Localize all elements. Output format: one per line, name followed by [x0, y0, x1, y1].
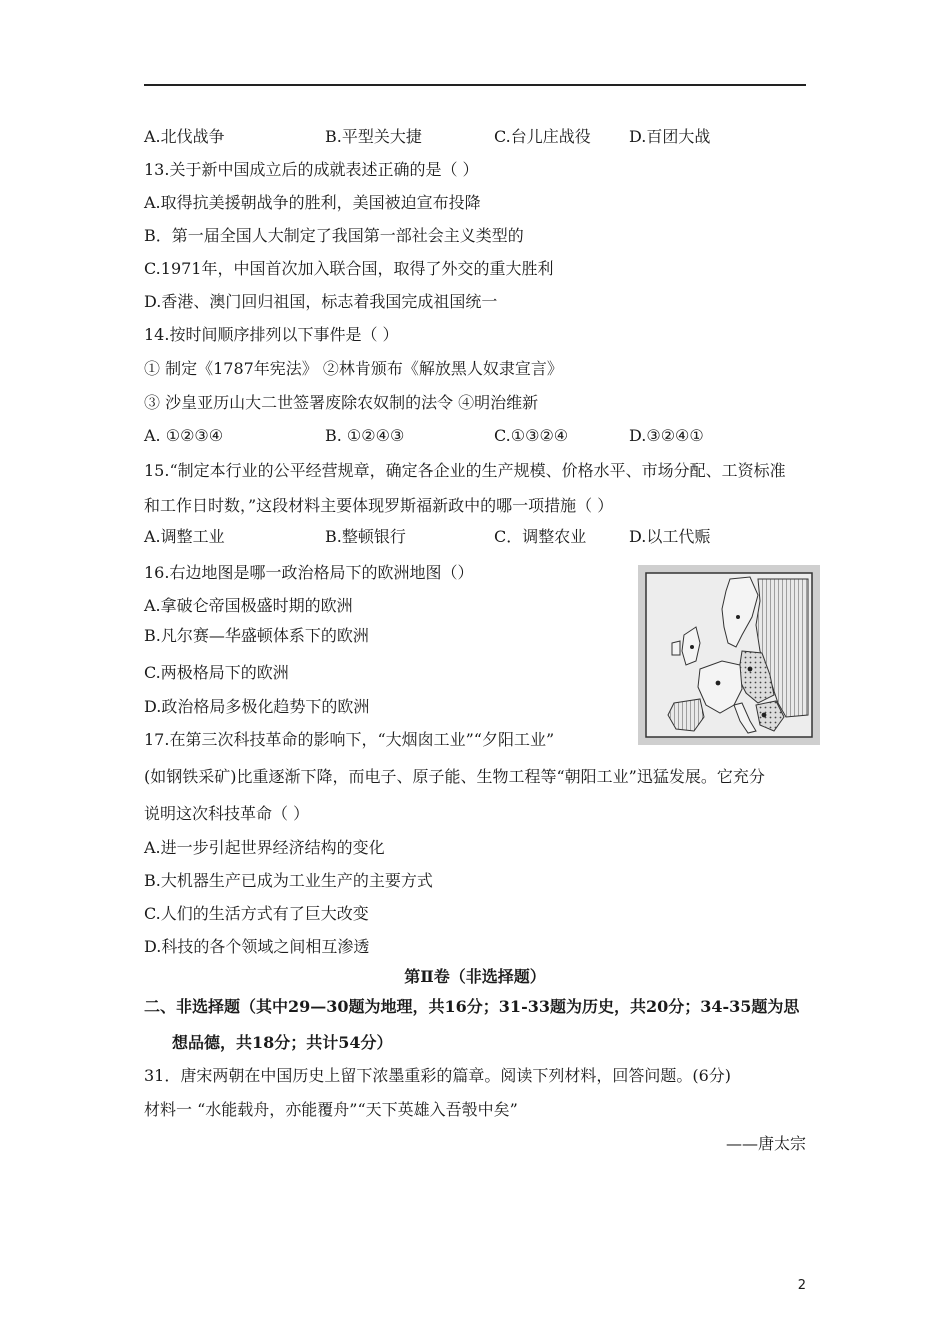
q17-stem-line1: 17.在第三次科技革命的影响下，“大烟囱工业”“夕阳工业”	[144, 730, 555, 749]
q15-stem-line2: 和工作日时数，”这段材料主要体现罗斯福新政中的哪一项措施（ ）	[144, 496, 614, 515]
q15-option-a: A.调整工业	[144, 527, 225, 546]
map-ireland	[672, 641, 680, 655]
europe-map-image	[638, 565, 820, 745]
q13-option-b: B．第一届全国人大制定了我国第一部社会主义类型的	[144, 226, 524, 245]
map-marker	[690, 645, 694, 649]
q16-stem: 16.右边地图是哪一政治格局下的欧洲地图（）	[144, 563, 474, 582]
q14-option-c: C.①③②④	[494, 426, 569, 445]
q16-option-c: C.两极格局下的欧洲	[144, 663, 289, 682]
q17-option-b: B.大机器生产已成为工业生产的主要方式	[144, 871, 433, 890]
q14-option-a: A. ①②③④	[144, 426, 224, 445]
part2-heading-line1: 二、非选择题（其中29—30题为地理，共16分；31-33题为历史，共20分；34-35题为思	[144, 997, 800, 1016]
q17-option-c: C.人们的生活方式有了巨大改变	[144, 904, 369, 923]
q14-stem: 14.按时间顺序排列以下事件是（ ）	[144, 325, 399, 344]
q17-stem-line3: 说明这次科技革命（ ）	[144, 804, 310, 823]
q13-stem: 13.关于新中国成立后的成就表述正确的是（ ）	[144, 160, 479, 179]
map-marker	[736, 615, 740, 619]
q13-option-a: A.取得抗美援朝战争的胜利，美国被迫宣布投降	[144, 193, 481, 212]
part2-title: 第Ⅱ卷（非选择题）	[404, 967, 546, 986]
map-marker	[716, 681, 721, 686]
q17-option-d: D.科技的各个领域之间相互渗透	[144, 937, 370, 956]
q31-stem: 31．唐宋两朝在中国历史上留下浓墨重彩的篇章。阅读下列材料，回答问题。(6分)	[144, 1066, 732, 1085]
q13-option-c: C.1971年，中国首次加入联合国，取得了外交的重大胜利	[144, 259, 554, 278]
q16-option-d: D.政治格局多极化趋势下的欧洲	[144, 697, 370, 716]
q16-option-b: B.凡尔赛—华盛顿体系下的欧洲	[144, 626, 369, 645]
q15-option-d: D.以工代赈	[629, 527, 711, 546]
q15-stem-line1: 15.“制定本行业的公平经营规章，确定各企业的生产规模、价格水平、市场分配、工资标准	[144, 461, 786, 480]
q14-items-2: ③ 沙皇亚历山大二世签署废除农奴制的法令 ④明治维新	[144, 393, 539, 412]
map-marker	[748, 667, 753, 672]
q17-option-a: A.进一步引起世界经济结构的变化	[144, 838, 385, 857]
header-rule	[144, 84, 806, 86]
q12-option-c: C.台儿庄战役	[494, 127, 591, 146]
map-marker	[762, 713, 767, 718]
q15-option-c: C．调整农业	[494, 527, 587, 546]
part2-heading-line2: 想品德，共18分；共计54分）	[172, 1033, 393, 1052]
q12-option-a: A.北伐战争	[144, 127, 225, 146]
q14-option-d: D.③②④①	[629, 426, 704, 445]
q31-material1: 材料一 “水能载舟，亦能覆舟”“天下英雄入吾彀中矣”	[144, 1100, 518, 1119]
q31-attribution: ——唐太宗	[725, 1134, 806, 1153]
q13-option-d: D.香港、澳门回归祖国，标志着我国完成祖国统一	[144, 292, 498, 311]
page-number: 2	[797, 1278, 806, 1293]
q15-option-b: B.整顿银行	[325, 527, 406, 546]
q17-stem-line2: (如钢铁采矿)比重逐渐下降，而电子、原子能、生物工程等“朝阳工业”迅猛发展。它充分	[144, 767, 765, 786]
q16-option-a: A.拿破仑帝国极盛时期的欧洲	[144, 596, 353, 615]
q14-option-b: B. ①②④③	[325, 426, 405, 445]
q12-option-b: B.平型关大捷	[325, 127, 422, 146]
q14-items-1: ① 制定《1787年宪法》 ②林肯颁布《解放黑人奴隶宣言》	[144, 359, 563, 378]
q12-option-d: D.百团大战	[629, 127, 711, 146]
